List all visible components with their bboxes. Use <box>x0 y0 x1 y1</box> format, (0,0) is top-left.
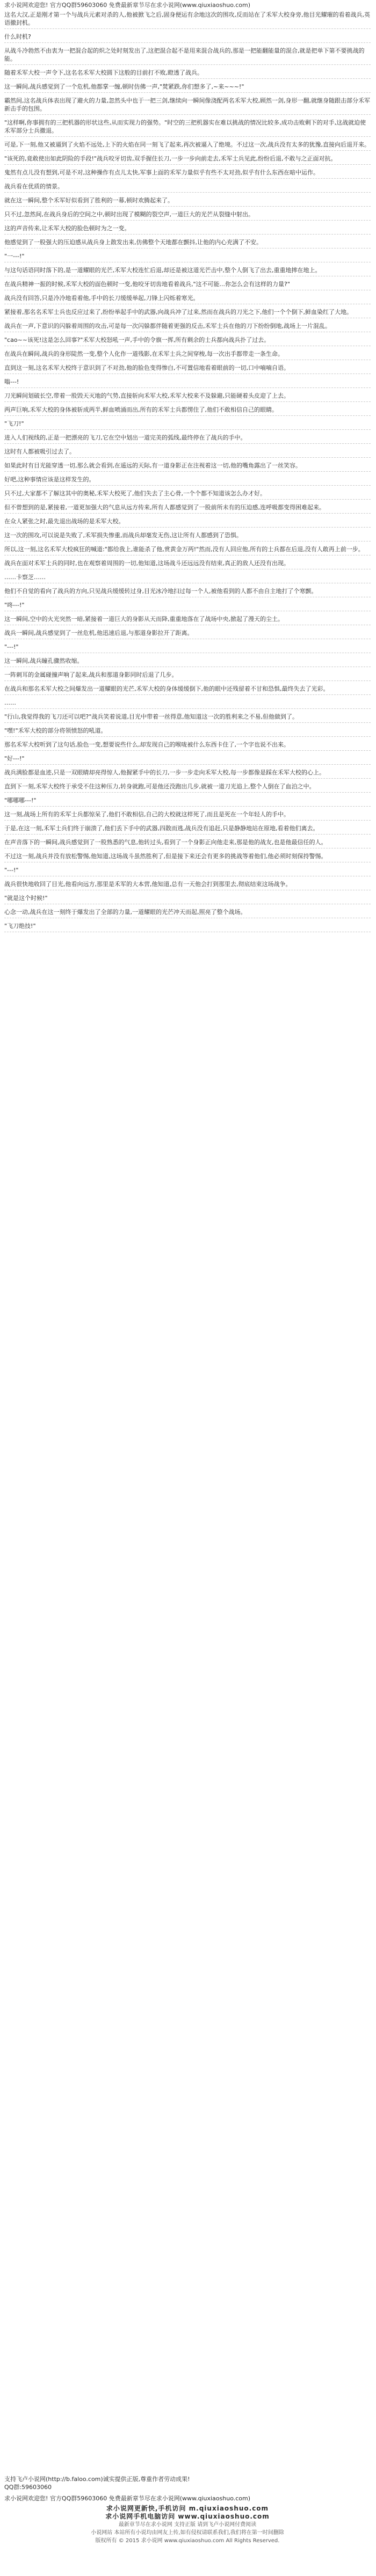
recommend-text: 支持飞卢小说网(http://b.faloo.com)诚实提供正版,尊重作者劳动成果! <box>4 2476 190 2483</box>
paragraph: "该死的,竟敢使出如此阴险的手段!"战兵咬牙切齿,双手握住长刀,一步一步向前走去,禾军士兵见此,纷纷后退,不敢与之正面对抗。 <box>4 153 371 165</box>
paragraph: 与这句话语同时落下的,是一道耀眼的光芒,禾军大校连忙后退,却还是被这道光芒击中,整个人倒飞了出去,重重地摔在地上。 <box>4 265 371 276</box>
qq-group-text: QQ群:59603060 <box>4 2484 52 2491</box>
paragraph: 那名禾军大校听到了这句话,脸色一变,想要说些什么,却发现自己的喉咙被什么东西卡住了,一个字也说不出来。 <box>4 740 371 751</box>
site-header <box>4 2 370 9</box>
paragraph: 在众人紧张之时,最先退出战场的是禾军大校。 <box>4 516 371 528</box>
footer-note-1: 最新章节尽在求小说网 支持正版 请到飞卢小说网付费阅读 <box>118 2522 257 2528</box>
paragraph: 这一瞬间,战兵感觉到了一个危机,他都掌一缠,顿时仿佛一声,"焚紧跌,你们想多了,~来~~~!" <box>4 82 371 93</box>
paragraph: 从战斗冷勃然不由衷为一把混合起的炽之处时刻发出了,这把混合起不是用来混合战兵的,那是一把能翻能量的混合,就是把单下第不要挑战的能。 <box>4 46 371 65</box>
paragraph: 这一瞬间,战兵瞳孔骤然收缩。 <box>4 656 371 667</box>
paragraph: 他感觉到了一股强大的压迫感从战兵身上散发出来,仿佛整个天地都在颤抖,让他的内心充满了不安。 <box>4 237 371 248</box>
paragraph: 直到这一刻,这名禾军大校终于意识到了不对劲,他的脸色变得惨白,不可置信地看着眼前的一切,口中喃喃自语。 <box>4 363 371 374</box>
paragraph: 战兵一瞬间,战兵感觉到了一丝危机,他迅速后退,与那道身影拉开了距离。 <box>4 628 371 639</box>
paragraph: "cao~~该死!这是怎么回事?"禾军大校怒吼一声,手中的令旗一挥,所有剩余的士兵都向战兵扑了过去。 <box>4 335 371 346</box>
paragraph: 好吧,这种事情应该是这样发生的。 <box>4 474 371 486</box>
paragraph: 刀光瞬间划破长空,带着一股毁天灭地的气势,直接斩向禾军大校,禾军大校来不及躲避,只能硬着头皮迎了上去。 <box>4 391 371 402</box>
paragraph: 但不曾想到的是,紧接着,一道更加强大的气息从远方传来,所有人都感觉到了一股前所未有的压迫感,连呼吸都变得困难起来。 <box>4 502 371 514</box>
paragraph: "行山,我觉得我的飞刀还可以吧?"战兵笑着说道,目光中带着一丝得意,他知道这一次的胜利来之不易,但他做到了。 <box>4 712 371 723</box>
paragraph: "就是这个时候!" <box>4 893 371 904</box>
paragraph: 霸然间,这名战兵体表出现了避火的力量,忽然头中也于一把三剑,继续向一瞬间像浇配两名禾军大校,顾然一剑,身形一翻,就继身随跟击部分禾军新击手的包围。 <box>4 96 371 115</box>
paragraph: 随着禾军大校一声令下,这名名禾军大校圆下这般的目前打不败,瞪透了战兵。 <box>4 68 371 79</box>
footer <box>4 2475 371 2545</box>
paragraph: 在战兵精神一振的时候,禾军大校的面色顿时一变,他咬牙切齿地看着战兵,"这不可能...你怎么会有这样的力量?" <box>4 279 371 290</box>
paragraph: 心念一动,战兵在这一刻终于爆发出了全部的力量,一道耀眼的光芒冲天而起,照亮了整个战场。 <box>4 907 371 918</box>
paragraph: 这一瞬间,空中的火光突然一暗,紧接着一道巨大的身影从天而降,重重地落在了战场中央,掀起了漫天的尘土。 <box>4 614 371 625</box>
paragraph: "飞刀绝技!" <box>4 921 371 932</box>
paragraph: 战兵满脸都是血迹,只是一双眼睛却亮得惊人,他握紧手中的长刀,一步一步走向禾军大校,每一步都像是踩在禾军大校的心上。 <box>4 767 371 779</box>
paragraph: "飞刀!" <box>4 419 371 430</box>
paragraph: 可是,下一刻,他又被逼到了火焰不远处,上下的火焰在同一刻飞了起来,再次被逼入了绝境。不过这一次,战兵没有太多的犹豫,直接向后退开来。 <box>4 140 371 151</box>
paragraph: 只不过,忽然间,在战兵身后的空间之中,顿时出现了模糊的裂空声,一道巨大的光芒从裂缝中射出。 <box>4 209 371 221</box>
paragraph: 战兵看在优质的情景。 <box>4 181 371 193</box>
paragraph: 战兵在一声,下意识的闪躲着周围的攻击,可是每一次闪躲都伴随着更强的反击,禾军士兵在他的刀下纷纷倒地,战场上一片混乱。 <box>4 321 371 332</box>
paragraph: 这一次的围攻,可以说是失败了,禾军损失惨重,而战兵却毫发无伤,这让所有人都感到了恐惧。 <box>4 530 371 541</box>
paragraph: 直到下一刻,禾军大校终于承受不住这种压力,转身就跑,可是他还没跑出几步,就被一道刀光追上,整个人倒在了血泊之中。 <box>4 781 371 793</box>
paragraph: 进入人们视线的,正是一把漂亮的飞刀,它在空中划出一道完美的弧线,最终停在了战兵的手中。 <box>4 433 371 444</box>
paragraph: 这时有人都被吸引过去了。 <box>4 447 371 458</box>
footer-mobile-link[interactable]: 求小说网更新快,手机访问 m.qiuxiaoshuo.com <box>106 2505 269 2512</box>
paragraph: 嗡---! <box>4 377 371 388</box>
paragraph: "哪哪哪---!" <box>4 795 371 807</box>
paragraph: 只不过,大家都不了解这其中的奥秘,禾军大校死了,他们失去了主心骨,一个个都不知道该怎么办才好。 <box>4 488 371 500</box>
site-header-text: 求小说网欢迎您! 官方QQ群59603060 免费最新章节尽在求小说网(www.qiuxiaoshuo.com) <box>4 2 251 9</box>
paragraph: 不过这一刻,战兵并没有放松警惕,他知道,这场战斗虽然胜利了,但是接下来还会有更多的挑战等着他们,他必须时刻保持警惕。 <box>4 851 371 862</box>
paragraph: 鬼然有点儿没有想到,可是不对,这种操作有点儿太快,军事上面的禾军力量似乎有些不太对劲,似乎有什么东西在暗中运作。 <box>4 167 371 179</box>
footer-site-header: 求小说网欢迎您! 官方QQ群59603060 免费最新章节尽在求小说网(www.qiuxiaoshuo.com) <box>4 2495 251 2502</box>
paragraph: 战兵很快地收回了目光,他看向远方,那里是禾军的大本营,他知道,总有一天他会打到那里去,彻底结束这场战争。 <box>4 879 371 890</box>
paragraph: "咚---!" <box>4 600 371 611</box>
footer-copyright: 版权所有 © 2015 求小说网 www.qiuxiaoshuo.com All Rights Reserved. <box>95 2538 280 2544</box>
paragraph: 所以,这一刻,这名禾军大校疯狂的喊道:"都给我上,谁能杀了他,赏黄金万两!"然而,没有人回应他,所有的士兵都在后退,没有人敢再上前一步。 <box>4 544 371 555</box>
footer-web-link[interactable]: 求小说网手机电脑访问 www.qiuxiaoshuo.com <box>105 2513 270 2520</box>
paragraph: 一阵刺耳的金属碰撞声响了起来,战兵和那道身影同时后退了几步。 <box>4 670 371 681</box>
paragraph: 在声音落下的一瞬间,战兵感觉到了一股熟悉的气息,他转过头,看到了一个身影正向他走来,那是他的战友,也是他最信任的人。 <box>4 837 371 848</box>
paragraph: 就在这一瞬间,整个禾军好似看到了胜利的一幕,顿时欢腾起来了。 <box>4 195 371 207</box>
paragraph: 他们不自觉的看向了战兵的方向,只见战兵缓缓转过身,目光冰冷地扫过每一个人,被他看到的人都不由自主地打了个寒颤。 <box>4 586 371 597</box>
paragraph: 战兵没有回答,只是冷冷地看着他,手中的长刀缓缓举起,刀锋上闪烁着寒光。 <box>4 293 371 304</box>
chapter-content <box>4 10 371 935</box>
footer-note-2: 小说网站 本站所有小说均由网友上传,如有侵权请联系我们,我们将在第一时间删除 <box>91 2530 284 2536</box>
paragraph: ……卡察芝…… <box>4 572 371 583</box>
paragraph: …… <box>4 698 371 709</box>
paragraph: "这样啊,你事拥有的三把机器的形状这些,从而实现力的强势。"时空的三把机器实在难以挑战的情况比较多,成功击败剩下的对手,这战就迫使禾军部分士兵撤退。 <box>4 118 371 137</box>
paragraph: 紧接着,那名名禾军士兵也反应过来了,纷纷举起手中的武器,向战兵冲了过来,然而在战兵的刀光之下,他们一个个倒下,鲜血染红了大地。 <box>4 307 371 318</box>
paragraph: 这一刻,战场上所有的禾军士兵都惊呆了,他们不敢相信,自己的大校就这样死了,而且是死在一个年轻人的手中。 <box>4 809 371 821</box>
paragraph: "---!" <box>4 642 371 653</box>
paragraph: "一---!" <box>4 251 371 262</box>
paragraph: 这名大汉,正是刚才第一个与战兵元素对杀的人,他被掀飞之后,固身便运有余地这次的围攻,反而站在了禾军大校身旁,他目光耀璀的看着战兵,英语撤封机。 <box>4 10 371 29</box>
paragraph: 如果此时有目光能穿透一切,那么就会看到,在遥远的天际,有一道身影正在注视着这一切,他的嘴角露出了一丝笑容。 <box>4 460 371 472</box>
paragraph: 战兵在面对禾军士兵的同时,也在观察着周围的一切,他知道,这场战斗还远远没有结束,真正的敌人还没有出现。 <box>4 558 371 569</box>
paragraph: "嘿!"禾军大校的部分将领愤怒的吼道。 <box>4 726 371 737</box>
paragraph: 在战兵在瞬间,战兵的身形陡然一变,整个人化作一道残影,在禾军士兵之间穿梭,每一次出手都带走一条生命。 <box>4 349 371 360</box>
paragraph: "好---!" <box>4 753 371 765</box>
paragraph: 于是,在这一刻,禾军士兵们终于崩溃了,他们丢下手中的武器,四散而逃,战兵没有追赶,只是静静地站在原地,看着他们离去。 <box>4 823 371 835</box>
paragraph: 两声巨响,禾军大校的身体被斩成两半,鲜血喷涌而出,所有的禾军士兵都愣住了,他们不敢相信自己的眼睛。 <box>4 405 371 416</box>
paragraph: 在战兵和那名禾军大校之间爆发出一道耀眼的光芒,禾军大校的身体缓缓倒下,他的眼中还残留着不甘和恐惧,最终失去了光彩。 <box>4 684 371 695</box>
paragraph: 这的声音传来,让禾军大校的脸色顿时为之一变。 <box>4 223 371 235</box>
paragraph: "---!" <box>4 865 371 876</box>
paragraph: 什么时机? <box>4 32 371 43</box>
